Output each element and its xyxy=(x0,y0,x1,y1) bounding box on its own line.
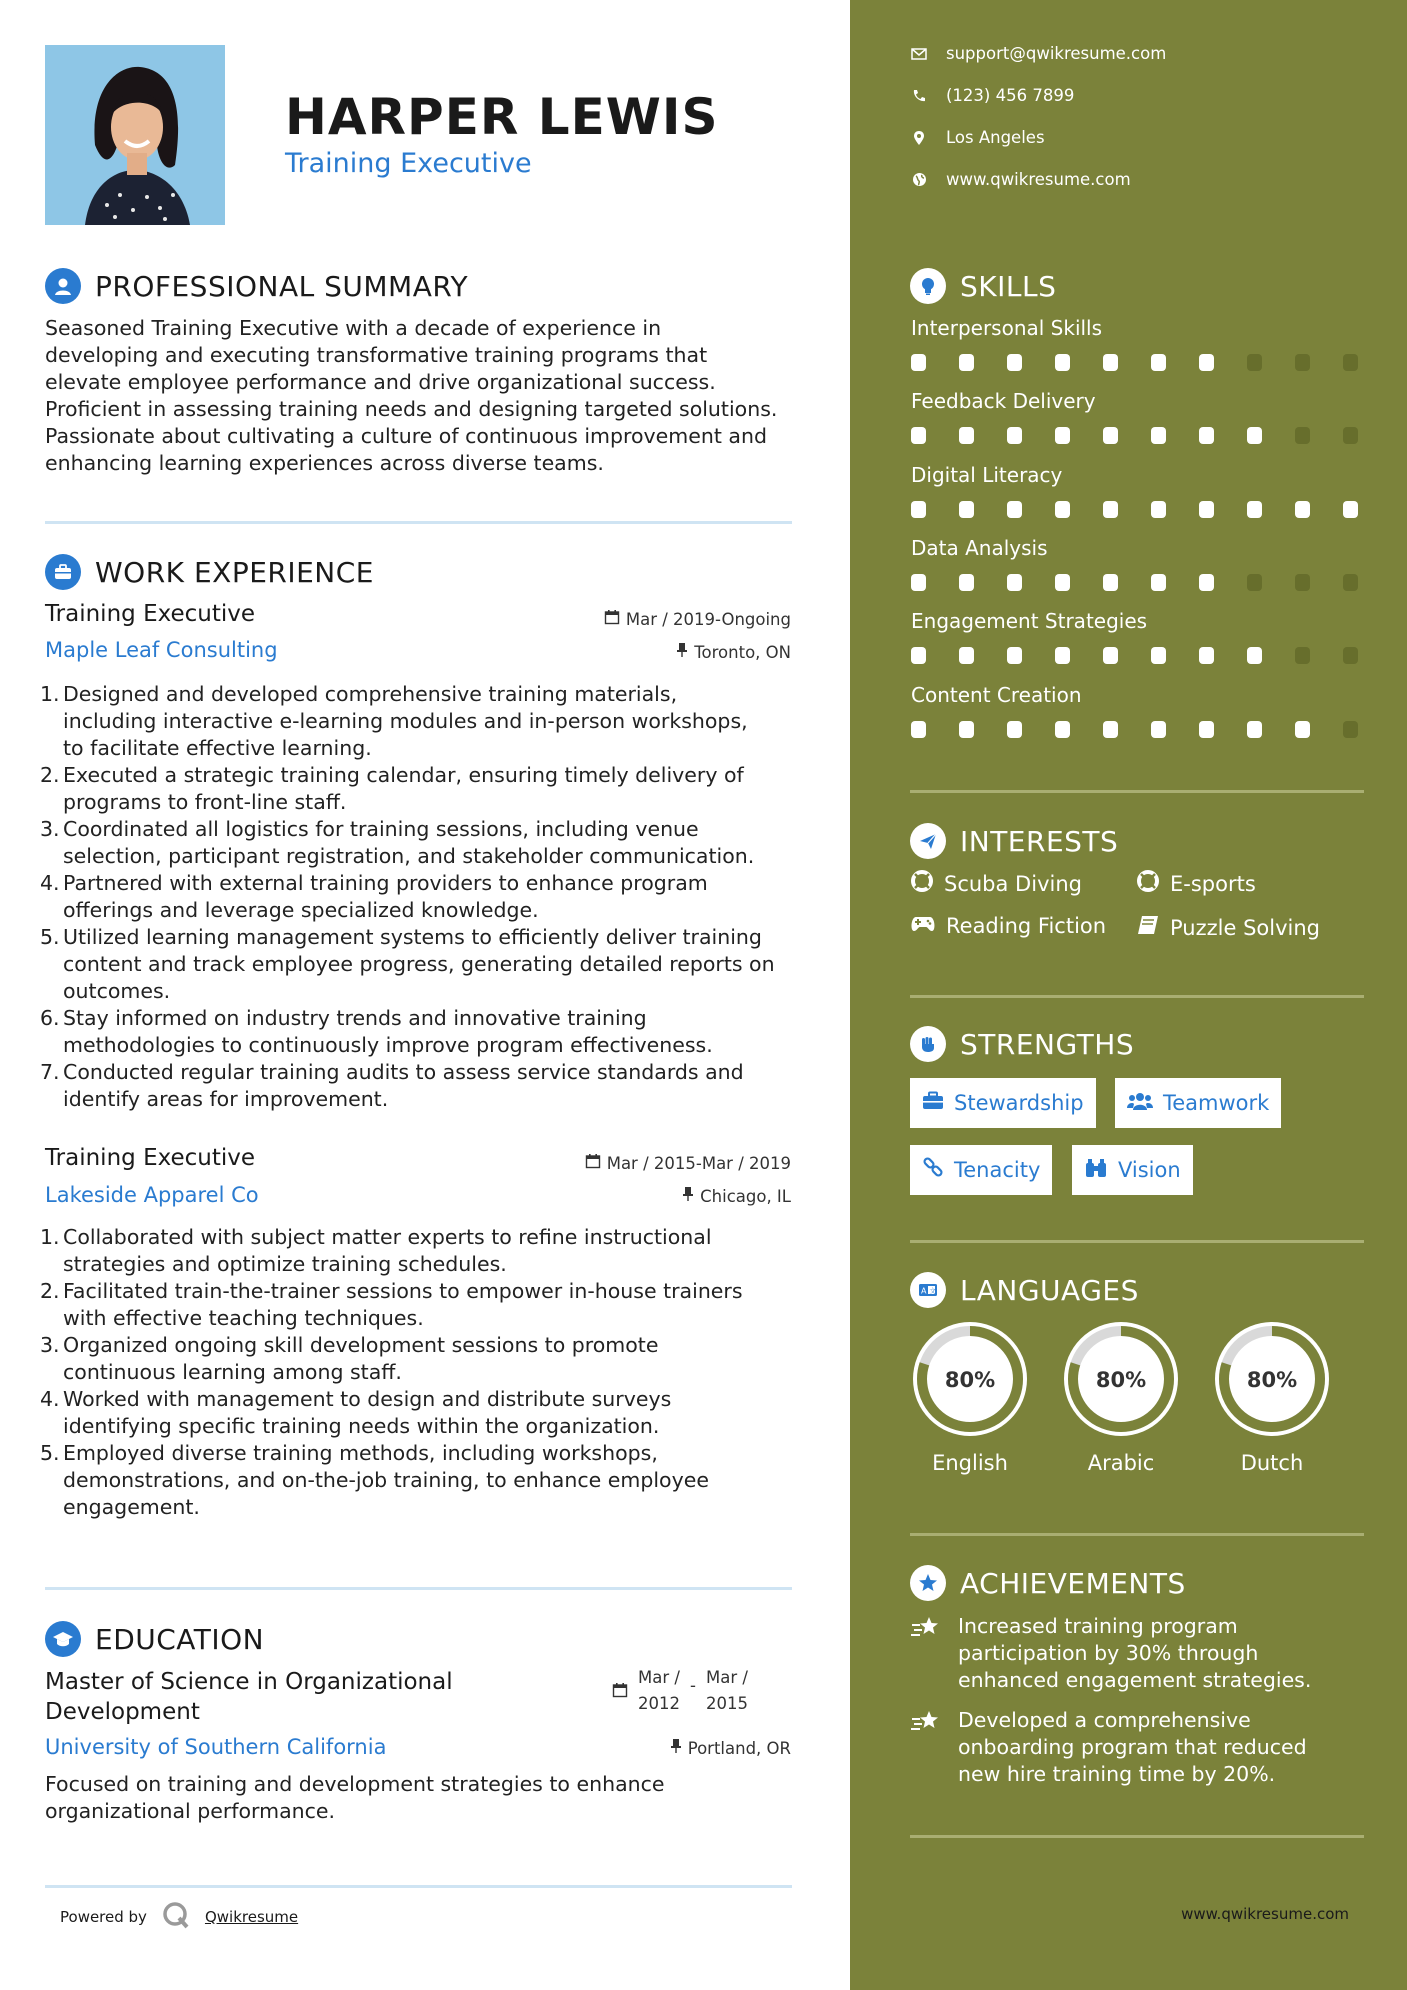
achievement-line: new hire training time by 20%. xyxy=(958,1762,1276,1786)
language-item xyxy=(908,1317,1032,1475)
skill-dot-filled xyxy=(1103,647,1118,664)
skill-dot-filled xyxy=(1055,501,1070,518)
pin-icon xyxy=(676,642,688,662)
skill-dot-filled xyxy=(959,721,974,738)
education-location xyxy=(670,1738,791,1758)
skill-name: Digital Literacy xyxy=(911,463,1063,487)
language-percent: 80% xyxy=(944,1368,996,1392)
powered-by xyxy=(60,1900,298,1934)
job-location-text: Chicago, IL xyxy=(700,1186,791,1206)
skill-dot-filled xyxy=(1199,574,1214,591)
contact-location xyxy=(910,128,1045,147)
skill-dot-filled xyxy=(1199,647,1214,664)
list-item xyxy=(40,1224,800,1278)
skill-dot-filled xyxy=(1151,501,1166,518)
item-line: Designed and developed comprehensive training materials, xyxy=(63,682,678,706)
education-title: EDUCATION xyxy=(95,1622,265,1656)
experience-heading xyxy=(45,554,374,590)
skill-dot-empty xyxy=(1343,647,1358,664)
job-date xyxy=(604,609,791,629)
skill-dot-empty xyxy=(1295,647,1310,664)
item-number: 3. xyxy=(40,817,60,841)
skill-name: Engagement Strategies xyxy=(911,609,1148,633)
strength-tag xyxy=(1072,1145,1193,1195)
company-name: Lakeside Apparel Co xyxy=(45,1183,259,1207)
skill-dot-filled xyxy=(911,501,926,518)
profile-photo xyxy=(45,45,225,225)
job-date-text: Mar / 2019-Ongoing xyxy=(625,609,791,629)
interest-item xyxy=(1136,914,1320,941)
summary-title: PROFESSIONAL SUMMARY xyxy=(95,269,469,303)
skill-dot-filled xyxy=(1247,501,1262,518)
svg-text:文: 文 xyxy=(929,1287,936,1295)
section-divider xyxy=(910,1835,1364,1838)
job-location xyxy=(676,642,791,662)
skill-dot-filled xyxy=(1055,427,1070,444)
summary-line: Proficient in assessing training needs and designing targeted solutions. xyxy=(45,397,778,421)
shooting-star-icon xyxy=(910,1613,942,1694)
item-line: identifying specific training needs within the organization. xyxy=(63,1414,660,1438)
skill-dot-filled xyxy=(911,354,926,371)
section-divider xyxy=(910,995,1364,998)
powered-by-text: Powered by xyxy=(60,1908,147,1926)
item-line: Coordinated all logistics for training sessions, including venue xyxy=(63,817,699,841)
item-line: Utilized learning management systems to efficiently deliver training xyxy=(63,925,762,949)
list-item xyxy=(40,1440,800,1521)
pin-icon xyxy=(682,1186,694,1206)
skill-dot-empty xyxy=(1295,354,1310,371)
item-line: including interactive e-learning modules and in-person workshops, xyxy=(63,709,748,733)
school-name: University of Southern California xyxy=(45,1735,387,1759)
interests-title: INTERESTS xyxy=(960,824,1119,858)
job-title: Training Executive xyxy=(45,601,256,627)
strength-label: Stewardship xyxy=(954,1091,1084,1115)
item-line: selection, participant registration, and stakeholder communication. xyxy=(63,844,755,868)
strength-label: Teamwork xyxy=(1163,1091,1270,1115)
date-part: Mar / xyxy=(705,1668,748,1687)
item-line: identify areas for improvement. xyxy=(63,1087,389,1111)
education-location-text: Portland, OR xyxy=(687,1738,791,1758)
skill-dot-filled xyxy=(911,574,926,591)
section-divider xyxy=(45,1885,792,1888)
briefcase-icon xyxy=(922,1091,944,1116)
skill-dot-filled xyxy=(1295,501,1310,518)
star-badge-icon xyxy=(910,1565,946,1601)
qwikresume-logo-icon xyxy=(161,1900,191,1934)
language-name: Dutch xyxy=(1240,1451,1304,1475)
skill-dot-filled xyxy=(1343,501,1358,518)
skills-title: SKILLS xyxy=(960,269,1057,303)
item-number: 5. xyxy=(40,925,60,949)
globe-icon xyxy=(910,172,928,187)
svg-text:A: A xyxy=(921,1286,927,1296)
list-item xyxy=(40,924,800,1005)
achievement-line: Developed a comprehensive xyxy=(958,1708,1251,1732)
item-line: offerings and leverage specialized knowledge. xyxy=(63,898,539,922)
lifebuoy-icon xyxy=(910,869,934,898)
skill-dot-filled xyxy=(1151,354,1166,371)
date-part: 2012 xyxy=(638,1694,680,1713)
footer-website[interactable]: www.qwikresume.com xyxy=(1181,1905,1349,1923)
skill-dot-filled xyxy=(1151,427,1166,444)
phone-text: (123) 456 7899 xyxy=(946,86,1075,105)
skill-rating xyxy=(911,647,1358,664)
item-line: Organized ongoing skill development sessions to promote xyxy=(63,1333,659,1357)
item-number: 3. xyxy=(40,1333,60,1357)
contact-email xyxy=(910,44,1166,63)
languages-title: LANGUAGES xyxy=(960,1273,1139,1307)
skill-dot-filled xyxy=(1007,574,1022,591)
skill-dot-empty xyxy=(1343,721,1358,738)
education-description xyxy=(45,1771,795,1825)
skill-dot-filled xyxy=(1055,574,1070,591)
item-line: Employed diverse training methods, including workshops, xyxy=(63,1441,658,1465)
list-item xyxy=(40,816,800,870)
job-bullets xyxy=(40,1224,800,1521)
skill-dot-filled xyxy=(1103,721,1118,738)
skill-rating xyxy=(911,427,1358,444)
education-line: Focused on training and development strategies to enhance xyxy=(45,1772,665,1796)
strength-tag xyxy=(910,1145,1052,1195)
skill-dot-filled xyxy=(1007,354,1022,371)
skill-rating xyxy=(911,721,1358,738)
fist-icon xyxy=(910,1026,946,1062)
paper-plane-icon xyxy=(910,823,946,859)
lightbulb-icon xyxy=(910,268,946,304)
email-text[interactable]: support@qwikresume.com xyxy=(946,44,1167,63)
summary-line: Seasoned Training Executive with a decade of experience in xyxy=(45,316,662,340)
translate-icon xyxy=(910,1272,946,1308)
skill-dot-filled xyxy=(1007,501,1022,518)
degree-line: Development xyxy=(45,1699,200,1725)
list-item xyxy=(40,1386,800,1440)
item-number: 4. xyxy=(40,871,60,895)
degree-line: Master of Science in Organizational xyxy=(45,1669,453,1695)
list-item xyxy=(40,762,800,816)
skill-dot-filled xyxy=(1103,354,1118,371)
achievement-line: onboarding program that reduced xyxy=(958,1735,1307,1759)
skill-name: Feedback Delivery xyxy=(911,389,1096,413)
achievements-heading xyxy=(910,1565,1186,1601)
achievement-item xyxy=(910,1707,1307,1788)
summary-line: Passionate about cultivating a culture of continuous improvement and xyxy=(45,424,767,448)
skill-dot-filled xyxy=(1295,721,1310,738)
skills-heading xyxy=(910,268,1056,304)
date-part: Mar / xyxy=(638,1668,680,1687)
skill-dot-filled xyxy=(1199,721,1214,738)
item-line: Stay informed on industry trends and innovative training xyxy=(63,1006,647,1030)
skill-dot-filled xyxy=(1199,427,1214,444)
skill-dot-filled xyxy=(911,427,926,444)
item-number: 7. xyxy=(40,1060,60,1084)
language-percent: 80% xyxy=(1246,1368,1298,1392)
interest-label: Scuba Diving xyxy=(944,871,1082,896)
education-heading xyxy=(45,1621,264,1657)
degree-title xyxy=(45,1667,453,1727)
skill-dot-filled xyxy=(959,427,974,444)
skill-dot-filled xyxy=(1199,501,1214,518)
summary-text xyxy=(45,315,795,477)
item-line: content and track employee progress, generating detailed reports on xyxy=(63,952,775,976)
language-ring xyxy=(1059,1317,1183,1441)
skill-dot-filled xyxy=(959,354,974,371)
item-line: engagement. xyxy=(63,1495,200,1519)
date-end xyxy=(706,1665,748,1717)
skill-dot-empty xyxy=(1343,427,1358,444)
job-bullets xyxy=(40,681,800,1113)
achievement-line: Increased training program xyxy=(958,1614,1238,1638)
skill-dot-filled xyxy=(911,721,926,738)
interest-label: Puzzle Solving xyxy=(1170,915,1320,940)
date-part: 2015 xyxy=(705,1694,748,1713)
skill-dot-filled xyxy=(1151,721,1166,738)
calendar-icon xyxy=(604,609,620,629)
item-line: Partnered with external training providers to enhance program xyxy=(63,871,708,895)
skill-dot-filled xyxy=(911,647,926,664)
skill-dot-filled xyxy=(959,574,974,591)
strength-label: Tenacity xyxy=(954,1158,1041,1182)
item-number: 1. xyxy=(40,1225,60,1249)
skill-dot-empty xyxy=(1295,427,1310,444)
item-number: 4. xyxy=(40,1387,60,1411)
skill-dot-filled xyxy=(959,647,974,664)
skill-dot-empty xyxy=(1247,574,1262,591)
skill-dot-filled xyxy=(959,501,974,518)
item-line: Facilitated train-the-trainer sessions to empower in-house trainers xyxy=(63,1279,743,1303)
qwikresume-link[interactable]: Qwikresume xyxy=(204,1908,299,1926)
skill-dot-filled xyxy=(1007,427,1022,444)
skill-dot-filled xyxy=(1103,427,1118,444)
item-line: Collaborated with subject matter experts to refine instructional xyxy=(63,1225,712,1249)
item-number: 6. xyxy=(40,1006,60,1030)
skill-dot-filled xyxy=(1151,574,1166,591)
list-item xyxy=(40,681,800,762)
summary-line: enhancing learning experiences across diverse teams. xyxy=(45,451,604,475)
strengths-title: STRENGTHS xyxy=(960,1027,1135,1061)
achievement-line: enhanced engagement strategies. xyxy=(958,1668,1312,1692)
gamepad-icon xyxy=(910,914,936,938)
skill-dot-filled xyxy=(1199,354,1214,371)
interest-item xyxy=(1136,869,1256,898)
interests-heading xyxy=(910,823,1118,859)
date-start xyxy=(638,1665,680,1717)
job-location xyxy=(682,1186,791,1206)
languages-heading xyxy=(910,1272,1139,1308)
strength-tag xyxy=(910,1078,1096,1128)
envelope-icon xyxy=(910,48,928,60)
candidate-role: Training Executive xyxy=(285,148,532,179)
achievements-title: ACHIEVEMENTS xyxy=(960,1566,1186,1600)
calendar-icon xyxy=(585,1153,601,1173)
candidate-name: HARPER LEWIS xyxy=(285,88,719,146)
item-number: 1. xyxy=(40,682,60,706)
section-divider xyxy=(910,1240,1364,1243)
item-number: 5. xyxy=(40,1441,60,1465)
item-line: Executed a strategic training calendar, ensuring timely delivery of xyxy=(63,763,744,787)
interest-item xyxy=(910,914,1106,938)
interest-label: Reading Fiction xyxy=(946,914,1107,938)
skill-rating xyxy=(911,574,1358,591)
link-icon xyxy=(922,1157,944,1184)
contact-phone xyxy=(910,86,1074,105)
skill-dot-filled xyxy=(1103,574,1118,591)
list-item xyxy=(40,1332,800,1386)
item-number: 2. xyxy=(40,763,60,787)
skill-name: Interpersonal Skills xyxy=(911,316,1103,340)
achievement-line: participation by 30% through xyxy=(958,1641,1259,1665)
section-divider xyxy=(45,1587,792,1590)
interest-label: E-sports xyxy=(1170,871,1256,896)
strengths-heading xyxy=(910,1026,1134,1062)
language-name: Arabic xyxy=(1087,1451,1155,1475)
section-divider xyxy=(910,790,1364,793)
skill-rating xyxy=(911,354,1358,371)
skill-name: Content Creation xyxy=(911,683,1082,707)
map-marker-icon xyxy=(910,130,928,146)
list-item xyxy=(40,1059,800,1113)
list-item xyxy=(40,870,800,924)
users-icon xyxy=(1127,1091,1153,1116)
job-title: Training Executive xyxy=(45,1145,256,1171)
briefcase-icon xyxy=(45,554,81,590)
language-percent: 80% xyxy=(1095,1368,1147,1392)
item-line: to facilitate effective learning. xyxy=(63,736,372,760)
experience-title: WORK EXPERIENCE xyxy=(95,555,374,589)
summary-line: developing and executing transformative training programs that xyxy=(45,343,708,367)
book-icon xyxy=(1136,914,1160,941)
section-divider xyxy=(45,521,792,524)
section-divider xyxy=(910,1533,1364,1536)
contact-website xyxy=(910,170,1131,189)
language-ring xyxy=(908,1317,1032,1441)
shooting-star-icon xyxy=(910,1707,942,1788)
item-line: Worked with management to design and distribute surveys xyxy=(63,1387,672,1411)
skill-rating xyxy=(911,501,1358,518)
skill-dot-empty xyxy=(1343,574,1358,591)
achievement-item xyxy=(910,1613,1311,1694)
job-date-text: Mar / 2015-Mar / 2019 xyxy=(606,1153,791,1173)
skill-dot-filled xyxy=(1247,427,1262,444)
item-line: demonstrations, and on-the-job training, to enhance employee xyxy=(63,1468,709,1492)
user-icon xyxy=(45,268,81,304)
skill-dot-filled xyxy=(1007,647,1022,664)
language-ring xyxy=(1210,1317,1334,1441)
summary-heading xyxy=(45,268,468,304)
graduation-icon xyxy=(45,1621,81,1657)
skill-dot-filled xyxy=(1151,647,1166,664)
interest-item xyxy=(910,869,1082,898)
skill-dot-empty xyxy=(1295,574,1310,591)
skill-dot-filled xyxy=(1103,501,1118,518)
strength-label: Vision xyxy=(1118,1158,1181,1182)
company-name: Maple Leaf Consulting xyxy=(45,638,278,662)
skill-dot-filled xyxy=(1055,647,1070,664)
location-text: Los Angeles xyxy=(946,128,1045,147)
list-item xyxy=(40,1278,800,1332)
language-item xyxy=(1210,1317,1334,1475)
item-line: Conducted regular training audits to assess service standards and xyxy=(63,1060,744,1084)
skill-dot-filled xyxy=(1247,647,1262,664)
skill-dot-filled xyxy=(1007,721,1022,738)
calendar-icon xyxy=(612,1665,628,1717)
pin-icon xyxy=(670,1738,682,1758)
item-line: with effective teaching techniques. xyxy=(63,1306,424,1330)
lifebuoy-icon xyxy=(1136,869,1160,898)
date-separator: - xyxy=(690,1676,696,1695)
summary-line: elevate employee performance and drive organizational success. xyxy=(45,370,716,394)
language-item xyxy=(1059,1317,1183,1475)
skill-dot-empty xyxy=(1343,354,1358,371)
strength-tag xyxy=(1115,1078,1281,1128)
website-text[interactable]: www.qwikresume.com xyxy=(946,170,1131,189)
education-line: organizational performance. xyxy=(45,1799,336,1823)
item-line: strategies and optimize training schedules. xyxy=(63,1252,507,1276)
item-line: continuous learning among staff. xyxy=(63,1360,402,1384)
phone-icon xyxy=(910,89,928,103)
skill-dot-filled xyxy=(1055,721,1070,738)
skill-name: Data Analysis xyxy=(911,536,1048,560)
binoculars-icon xyxy=(1084,1157,1108,1184)
skill-dot-empty xyxy=(1247,354,1262,371)
item-line: methodologies to continuously improve program effectiveness. xyxy=(63,1033,713,1057)
list-item xyxy=(40,1005,800,1059)
education-dates xyxy=(612,1665,748,1717)
job-date xyxy=(585,1153,791,1173)
item-line: outcomes. xyxy=(63,979,171,1003)
skill-dot-filled xyxy=(1055,354,1070,371)
job-location-text: Toronto, ON xyxy=(694,642,791,662)
language-name: English xyxy=(932,1451,1008,1475)
skill-dot-filled xyxy=(1247,721,1262,738)
item-number: 2. xyxy=(40,1279,60,1303)
item-line: programs to front-line staff. xyxy=(63,790,347,814)
